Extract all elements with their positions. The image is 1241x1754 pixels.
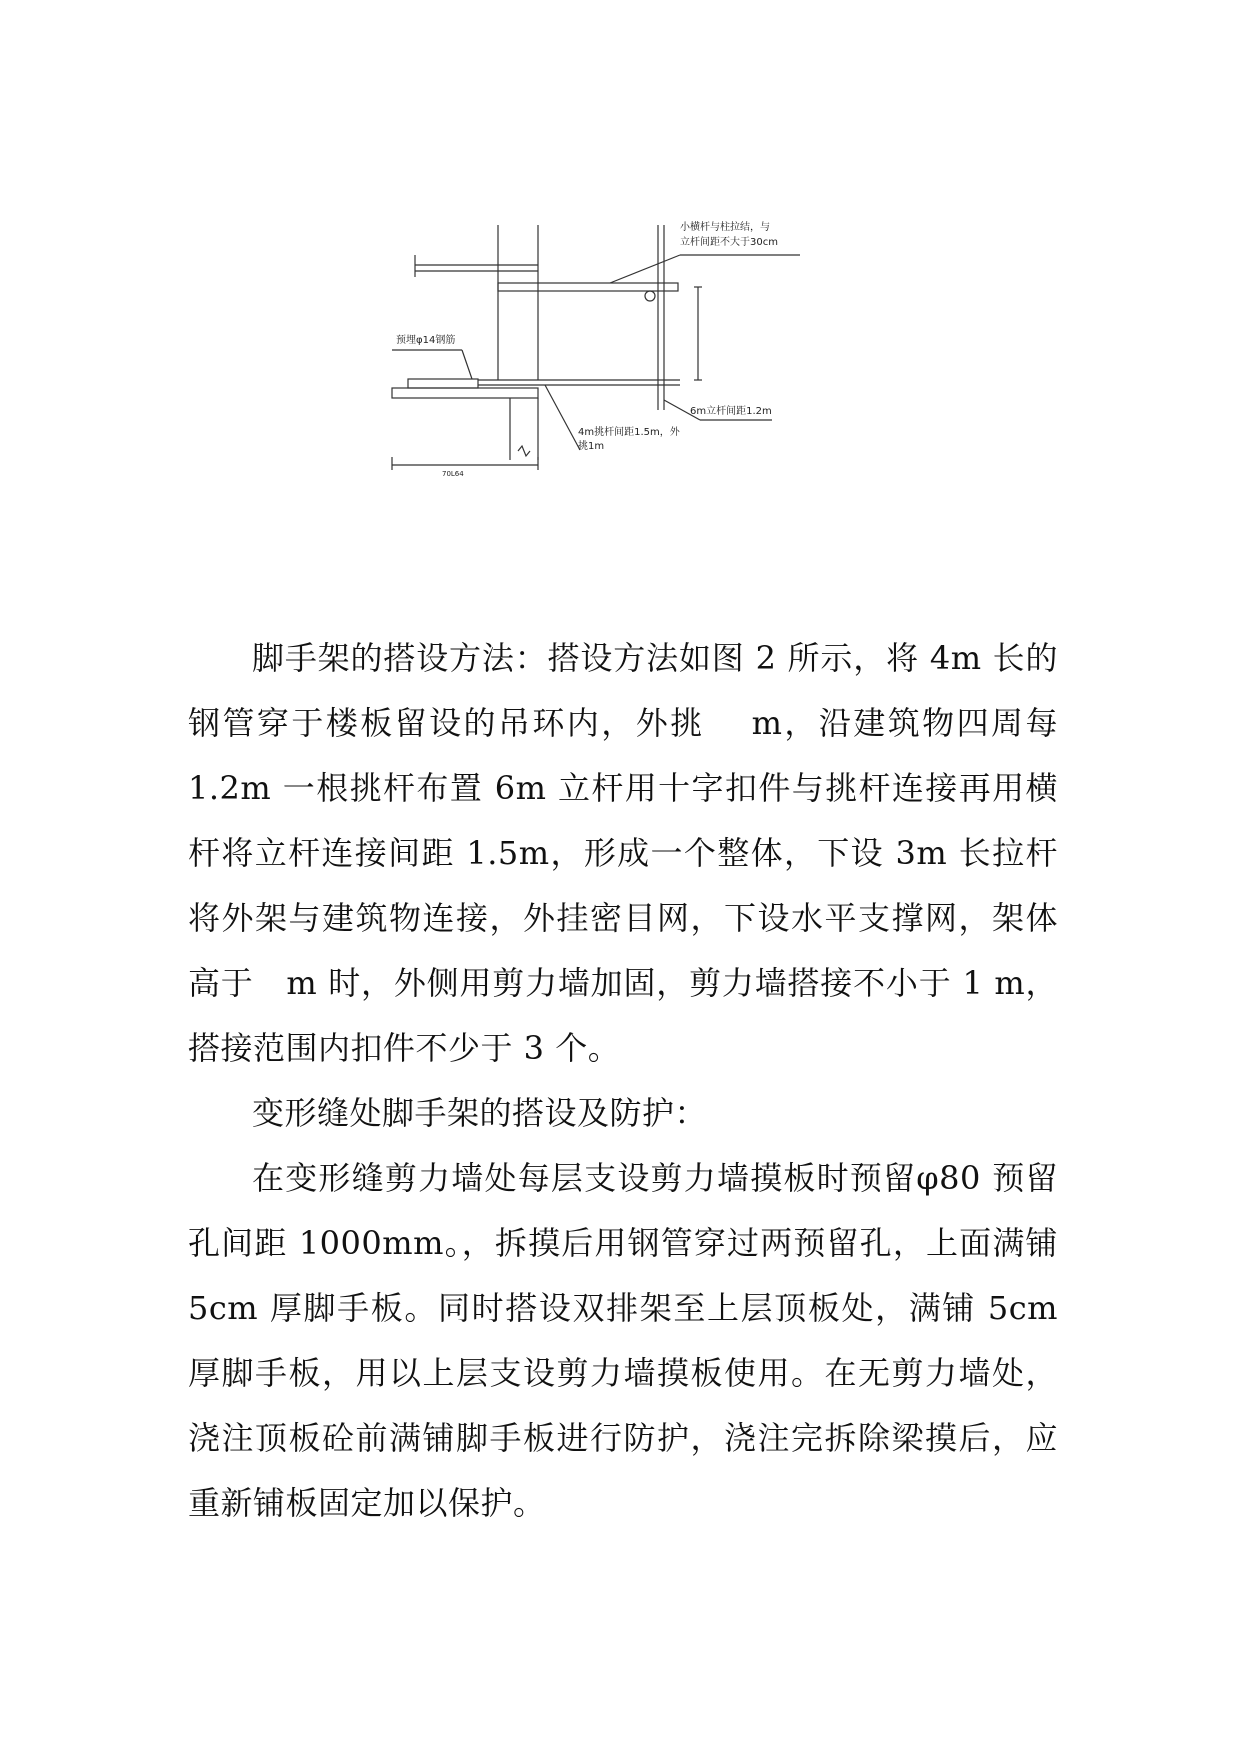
lower-slab <box>392 388 538 398</box>
document-body <box>188 626 1058 1536</box>
small-horizontal-bar <box>498 283 678 291</box>
paragraph-joint-heading: 变形缝处脚手架的搭设及防护： <box>252 1094 708 1132</box>
tie-label-2: 立杆间距不大于30cm <box>680 237 778 248</box>
cantilever-leader <box>545 385 580 450</box>
coupler-circle <box>645 291 655 301</box>
paragraph-joint-protection: 在变形缝剪力墙处每层支设剪力墙摸板时预留φ80 预留孔间距 1000mm。，拆摸后用钢管穿过两预留孔，上面满铺 5cm 厚脚手板。同时搭设双排架至上层顶板处，满铺 5cm 厚脚手板，用以上层支设剪力墙摸板使用。在无剪力墙处，浇注顶板砼前满铺脚手板进行防护，浇注完拆除梁摸后，应重新铺板固定加以保护。 <box>188 1159 1058 1522</box>
break-mark-bottom <box>518 446 530 456</box>
embedded-rebar-block <box>408 379 478 388</box>
cantilever-label: 4m挑杆间距1.5m，外 <box>578 427 680 438</box>
scaffold-diagram <box>380 222 880 535</box>
tie-leader <box>610 255 680 283</box>
tie-label: 小横杆与柱拉结，与 <box>680 222 770 233</box>
embed-label: 预埋φ14钢筋 <box>396 335 456 346</box>
embed-leader <box>462 350 472 379</box>
bottom-dimension-label: 70L64 <box>442 470 464 478</box>
paragraph-scaffold-method: 脚手架的搭设方法：搭设方法如图 2 所示，将 4m 长的钢管穿于楼板留设的吊环内，外挑 m，沿建筑物四周每 1.2m 一根挑杆布置 6m 立杆用十字扣件与挑杆连接再用横杆将立杆连接间距 1.5m，形成一个整体，下设 3m 长拉杆将外架与建筑物连接，外挂密目网，下设水平支撑网，架体高于 m 时，外侧用剪力墙加固，剪力墙搭接不小于 1 m，搭接范围内扣件不少于 3 个。 <box>188 639 1058 1067</box>
cantilever-label-2: 挑1m <box>578 441 605 452</box>
scaffold-drawing <box>380 225 880 535</box>
pole-label: 6m立杆间距1.2m <box>690 406 772 417</box>
